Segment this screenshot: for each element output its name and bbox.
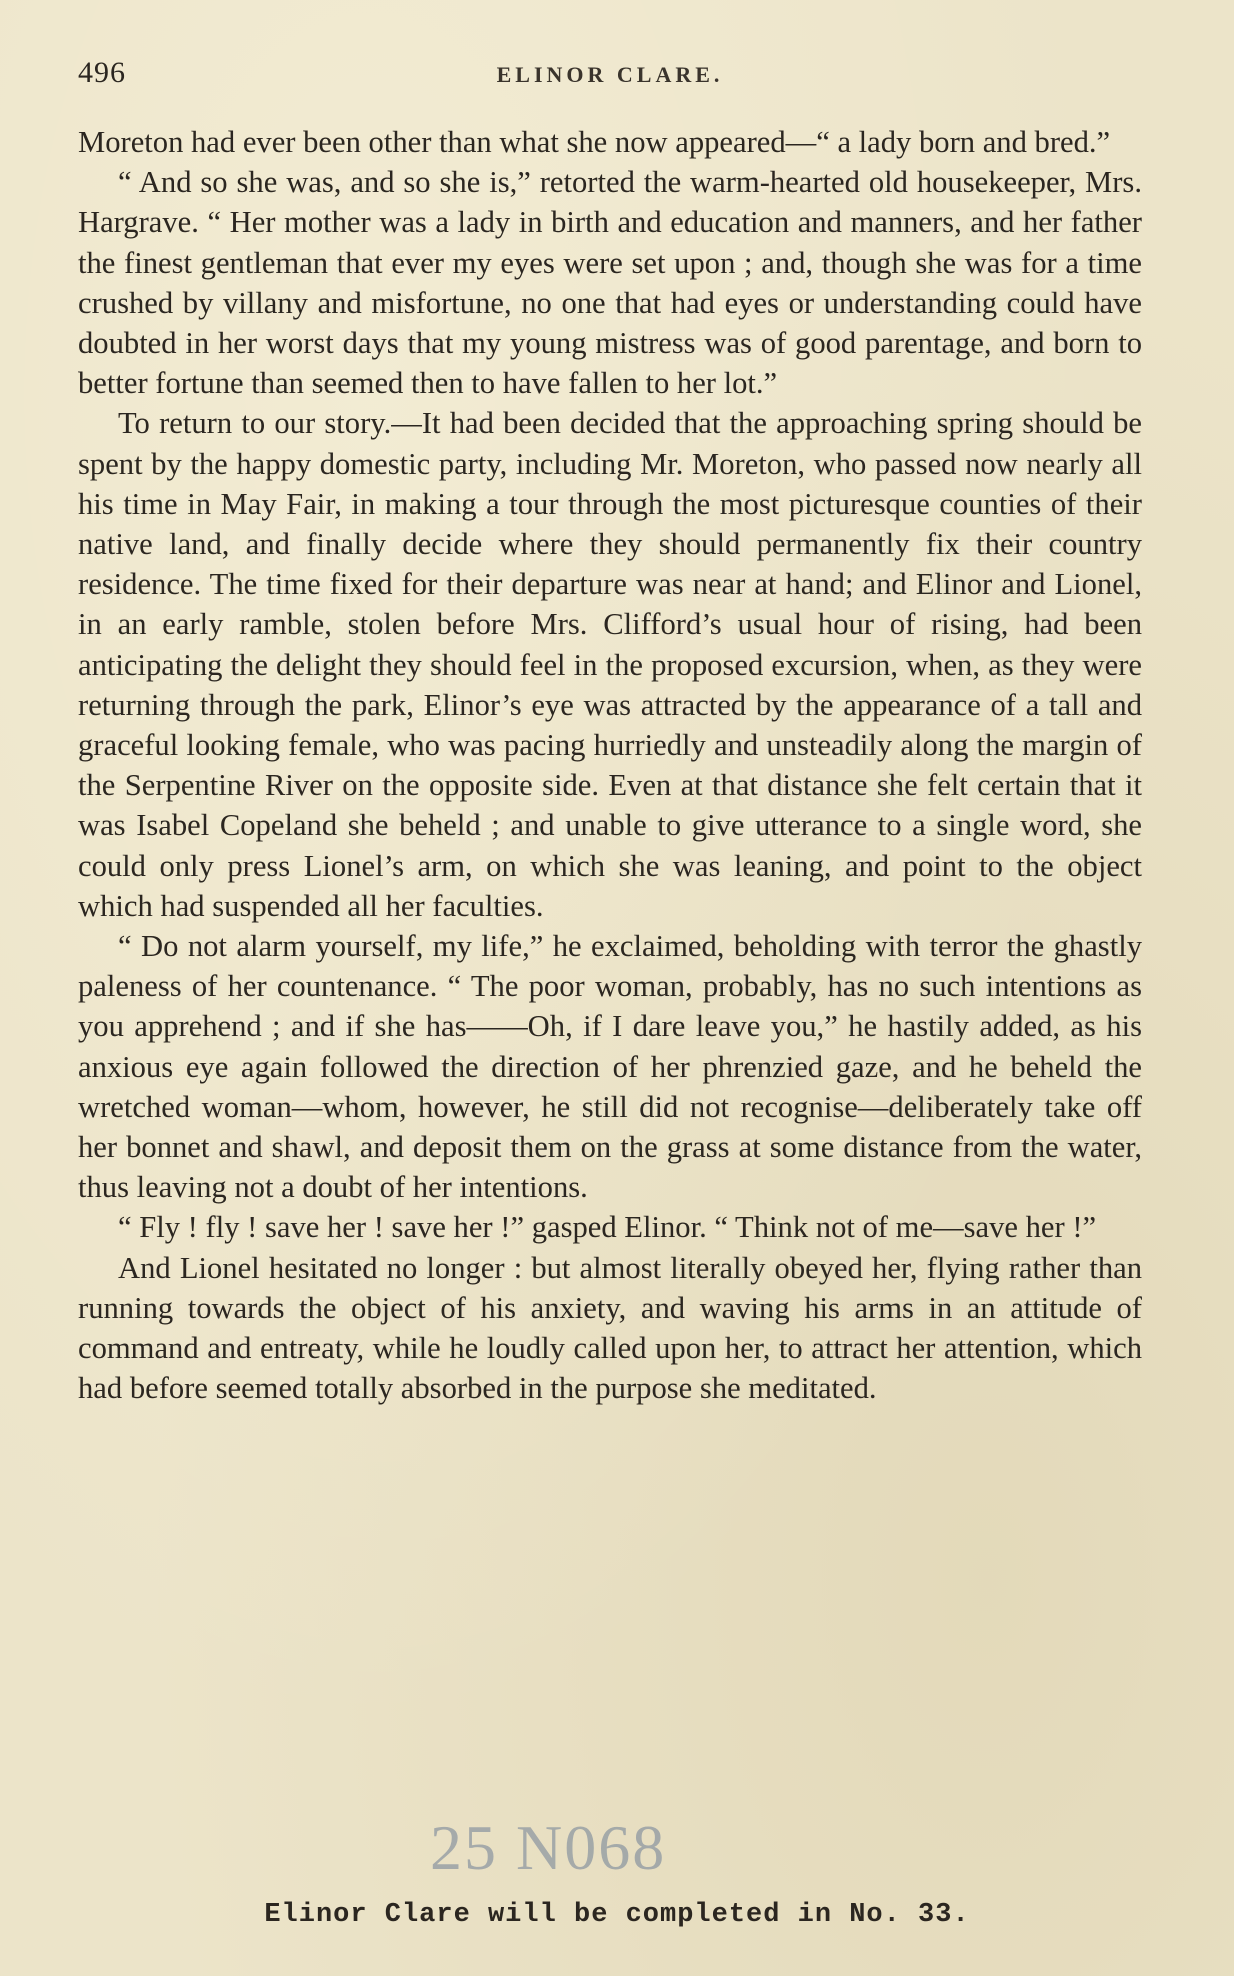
page-number: 496 bbox=[78, 56, 126, 89]
paragraph: “ And so she was, and so she is,” retorted the warm-hearted old housekeeper, Mrs. Hargrave. “ Her mother was a lady in birth and education and manners, and her father the finest gentleman that ever my eyes were set upon ; and, though she was for a time crushed by villany and misfortune, no one that had eyes or understanding could have doubted in her worst days that my young mistress was of good parentage, and born to better fortune than seemed then to have fallen to her lot.” bbox=[78, 165, 1142, 401]
running-title: ELINOR CLARE. bbox=[496, 62, 724, 87]
paragraph: And Lionel hesitated no longer : but almost literally obeyed her, flying rather than running towards the object of his anxiety, and waving his arms in an attitude of command and entreaty, while he loudly called upon her, to attract her attention, which had before seemed totally absorbed in the purpose she meditated. bbox=[78, 1250, 1142, 1406]
library-stamp: 25 N068 bbox=[430, 1812, 667, 1883]
paragraph: “ Fly ! fly ! save her ! save her !” gasped Elinor. “ Think not of me—save her !” bbox=[118, 1210, 1097, 1245]
body-text bbox=[78, 122, 1142, 1409]
footer-note: Elinor Clare will be completed in No. 33. bbox=[264, 1900, 970, 1930]
running-head bbox=[78, 56, 1142, 96]
paragraph: To return to our story.—It had been decided that the approaching spring should be spent by the happy domestic party, including Mr. Moreton, who passed now nearly all his time in May Fair, in making a tour through the most picturesque counties of their native land, and finally decide where they should permanently fix their country residence. The time fixed for their departure was near at hand; and Elinor and Lionel, in an early ramble, stolen before Mrs. Clifford’s usual hour of rising, had been anticipating the delight they should feel in the proposed excursion, when, as they were returning through the park, Elinor’s eye was attracted by the appearance of a tall and graceful looking female, who was pacing hurriedly and unsteadily along the margin of the Serpentine River on the opposite side. Even at that distance she felt certain that it was Isabel Copeland she beheld ; and unable to give utterance to a single word, she could only press Lionel’s arm, on which she was leaning, and point to the object which had suspended all her faculties. bbox=[78, 406, 1142, 923]
paragraph: Moreton had ever been other than what she now appeared—“ a lady born and bred.” bbox=[78, 125, 1111, 159]
paragraph: “ Do not alarm yourself, my life,” he exclaimed, beholding with terror the ghastly paleness of her countenance. “ The poor woman, probably, has no such intentions as you apprehend ; and if she has——Oh, if I dare leave you,” he hastily added, as his anxious eye again followed the direction of her phrenzied gaze, and he beheld the wretched woman—whom, however, he still did not recognise—deliberately take off her bonnet and shawl, and deposit them on the grass at some distance from the water, thus leaving not a doubt of her intentions. bbox=[78, 929, 1142, 1205]
